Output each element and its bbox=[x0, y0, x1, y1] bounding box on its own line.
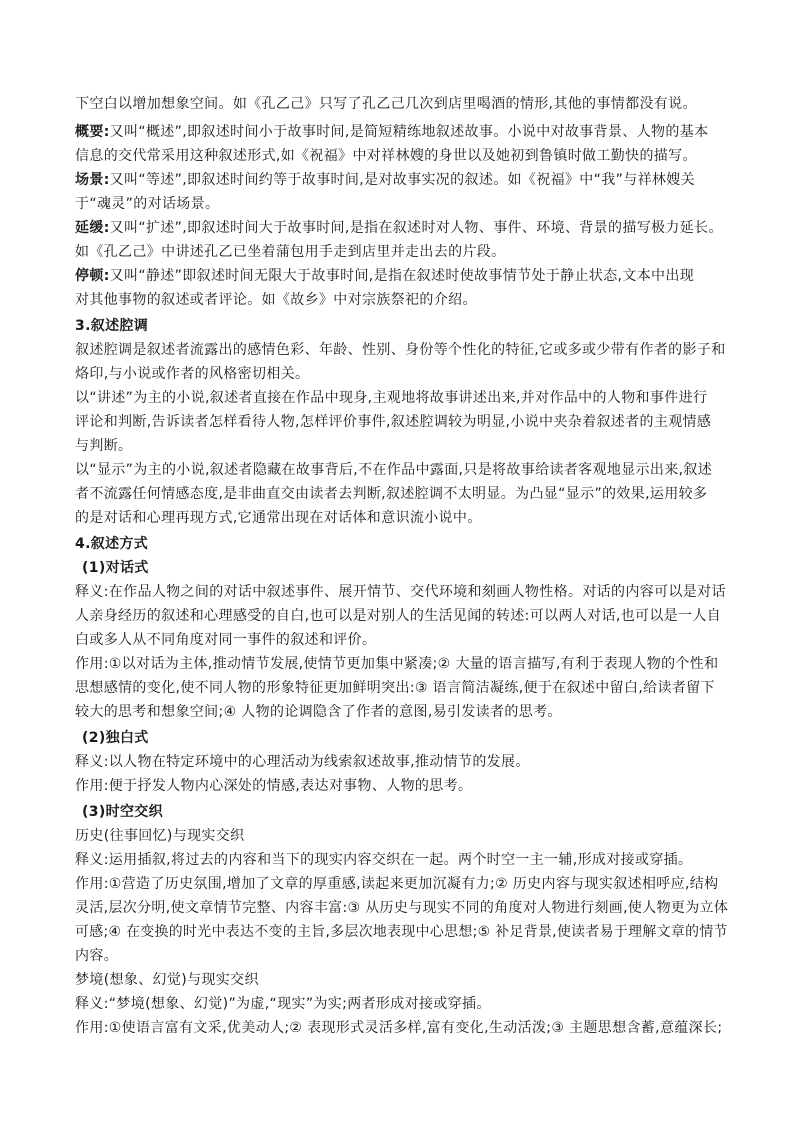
term-text: 又叫“静述”即叙述时间无限大于故事时间,是指在叙述时使故事情节处于静止状态,文本中出现 bbox=[109, 268, 695, 284]
text-line: 作用:便于抒发人物内心深处的情感,表达对事物、人物的思考。 bbox=[75, 778, 473, 794]
section-heading-3: 3.叙述腔调 bbox=[75, 318, 149, 334]
section-heading-4: 4.叙述方式 bbox=[75, 536, 149, 552]
term-text: 又叫“概述”,即叙述时间小于故事时间,是简短精练地叙述故事。小说中对故事背景、人物的基本 bbox=[109, 124, 709, 140]
term-label: 延缓: bbox=[75, 220, 110, 236]
text-line: 灵活,层次分明,使文章情节完整、内容丰富:③ 从历史与现实不同的角度对人物进行刻画,使人物更为立体 bbox=[75, 900, 729, 916]
term-line-changjing bbox=[75, 170, 695, 190]
text-line: 与判断。 bbox=[75, 438, 133, 454]
text-line: 对其他事物的叙述或者评论。如《故乡》中对宗族祭祀的介绍。 bbox=[75, 292, 477, 308]
text-line: 作用:①以对话为主体,推动情节发展,使情节更加集中紧凑;② 大量的语言描写,有利于表现人物的个性和 bbox=[75, 656, 719, 672]
subsection-heading-3: (3)时空交织 bbox=[82, 804, 163, 820]
text-line: 下空白以增加想象空间。如《孔乙己》只写了孔乙己几次到店里喝酒的情形,其他的事情都没有说。 bbox=[75, 96, 697, 112]
term-label: 停顿: bbox=[75, 268, 110, 284]
text-line: 梦境(想象、幻觉)与现实交织 bbox=[75, 972, 259, 988]
text-line: 于“魂灵”的对话场景。 bbox=[75, 196, 220, 212]
text-line: 思想感情的变化,使不同人物的形象特征更加鲜明突出:③ 语言简洁凝练,便于在叙述中留白,给读者留下 bbox=[75, 680, 715, 696]
term-line-yanhuan bbox=[75, 218, 723, 238]
text-line: 烙印,与小说或作者的风格密切相关。 bbox=[75, 366, 310, 382]
text-line: 的是对话和心理再现方式,它通常出现在对话体和意识流小说中。 bbox=[75, 510, 482, 526]
term-line-tingdun bbox=[75, 266, 694, 286]
text-line: 以“讲述”为主的小说,叙述者直接在作品中现身,主观地将故事讲述出来,并对作品中的人物和事件进行 bbox=[75, 390, 708, 406]
subsection-heading-2: (2)独白式 bbox=[82, 730, 149, 746]
text-line: 较大的思考和想象空间;④ 人物的论调隐含了作者的意图,易引发读者的思考。 bbox=[75, 704, 562, 720]
text-line: 信息的交代常采用这种叙述形式,如《祝福》中对祥林嫂的身世以及她初到鲁镇时做工勤快的描写。 bbox=[75, 148, 697, 164]
term-text: 又叫“等述”,即叙述时间约等于故事时间,是对故事实况的叙述。如《祝福》中“我”与祥林嫂关 bbox=[109, 172, 695, 188]
text-line: 释义:运用插叙,将过去的内容和当下的现实内容交织在一起。两个时空一主一辅,形成对接或穿插。 bbox=[75, 852, 693, 868]
text-line: 评论和判断,告诉读者怎样看待人物,怎样评价事件,叙述腔调较为明显,小说中夹杂着叙述者的主观情感 bbox=[75, 414, 712, 430]
term-label: 概要: bbox=[75, 124, 110, 140]
text-line: 内容。 bbox=[75, 948, 119, 964]
text-line: 释义:以人物在特定环境中的心理活动为线索叙述故事,推动情节的发展。 bbox=[75, 754, 530, 770]
text-line: 历史(往事回忆)与现实交织 bbox=[75, 828, 245, 844]
term-label: 场景: bbox=[75, 172, 110, 188]
text-line: 以“显示”为主的小说,叙述者隐藏在故事背后,不在作品中露面,只是将故事给读者客观地显示出来,叙述 bbox=[75, 462, 713, 478]
text-line: 释义:“梦境(想象、幻觉)”为虚,“现实”为实;两者形成对接或穿插。 bbox=[75, 996, 491, 1012]
subsection-heading-1: (1)对话式 bbox=[82, 560, 149, 576]
text-line: 叙述腔调是叙述者流露出的感情色彩、年龄、性别、身份等个性化的特征,它或多或少带有作者的影子和 bbox=[75, 342, 726, 358]
text-line: 作用:①营造了历史氛围,增加了文章的厚重感,读起来更加沉凝有力;② 历史内容与现实叙述相呼应,结构 bbox=[75, 876, 719, 892]
term-text: 又叫“扩述”,即叙述时间大于故事时间,是指在叙述时对人物、事件、环境、背景的描写极力延长。 bbox=[109, 220, 723, 236]
text-line: 者不流露任何情感态度,是非曲直交由读者去判断,叙述腔调不太明显。为凸显“显示”的效果,运用较多 bbox=[75, 486, 708, 502]
text-line: 可感;④ 在变换的时光中表达不变的主旨,多层次地表现中心思想;⑤ 补足背景,使读者易于理解文章的情节 bbox=[75, 924, 728, 940]
term-line-gaiyao bbox=[75, 122, 708, 142]
text-line: 如《孔乙己》中讲述孔乙已坐着蒲包用手走到店里并走出去的片段。 bbox=[75, 244, 506, 260]
text-line: 释义:在作品人物之间的对话中叙述事件、展开情节、交代环境和刻画人物性格。对话的内容可以是对话 bbox=[75, 584, 726, 600]
text-line: 人亲身经历的叙述和心理感受的自白,也可以是对别人的生活见闻的转述:可以两人对话,也可以是一人自 bbox=[75, 608, 722, 624]
text-line: 白或多人从不同角度对同一事件的叙述和评价。 bbox=[75, 632, 377, 648]
text-line: 作用:①使语言富有文采,优美动人;② 表现形式灵活多样,富有变化,生动活泼;③ 主题思想含蓄,意蕴深长; bbox=[75, 1020, 723, 1036]
